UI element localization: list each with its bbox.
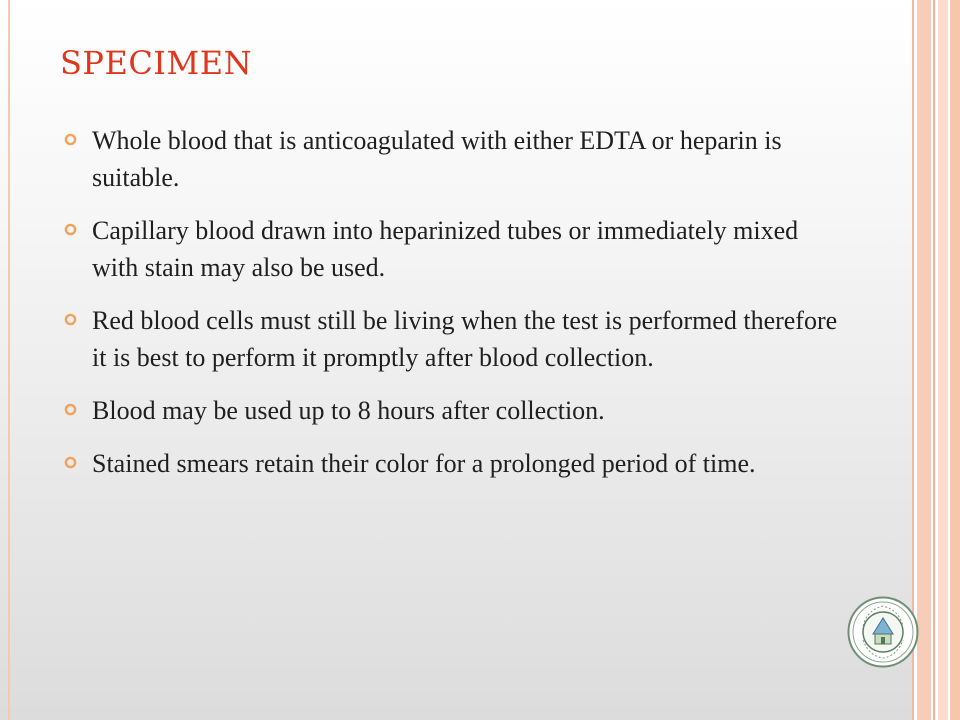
bullet-text: Capillary blood drawn into heparinized tubes or immediately mixed with stain may also be used. xyxy=(92,216,799,282)
stripe xyxy=(938,0,948,720)
left-frame-line xyxy=(8,0,10,720)
university-seal-icon xyxy=(847,596,919,668)
stripe xyxy=(917,0,931,720)
bullet-item xyxy=(62,445,842,482)
stripe xyxy=(950,0,960,720)
decorative-side-stripes xyxy=(912,0,960,720)
bullet-item xyxy=(62,122,842,196)
bullet-item xyxy=(62,212,842,286)
ring-bullet-icon xyxy=(64,403,77,416)
bullet-text: Blood may be used up to 8 hours after collection. xyxy=(92,396,605,425)
stripe xyxy=(933,0,935,720)
bullet-text: Red blood cells must still be living when the test is performed therefore it is best to perform it promptly after blood collection. xyxy=(92,306,838,372)
ring-bullet-icon xyxy=(64,133,77,146)
bullet-text: Stained smears retain their color for a prolonged period of time. xyxy=(92,449,756,478)
slide-title: SPECIMEN xyxy=(60,44,253,82)
ring-bullet-icon xyxy=(64,313,77,326)
bullet-list xyxy=(62,122,842,498)
ring-bullet-icon xyxy=(64,223,77,236)
bullet-item xyxy=(62,392,842,429)
bullet-text: Whole blood that is anticoagulated with either EDTA or heparin is suitable. xyxy=(92,126,782,192)
ring-bullet-icon xyxy=(64,456,77,469)
bullet-item xyxy=(62,302,842,376)
